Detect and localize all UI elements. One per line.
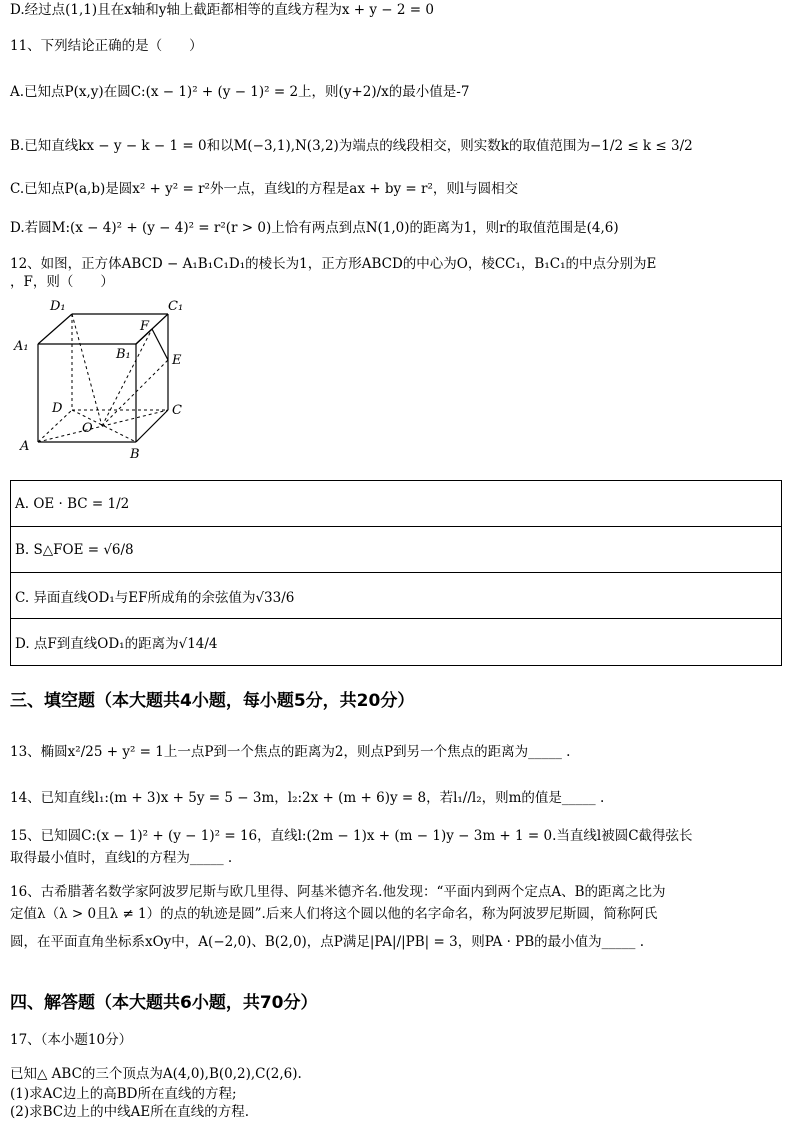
q11-option-a: A.已知点P(x,y)在圆C:(x − 1)² + (y − 1)² = 2上，则(y+2)/x的最小值是-7 (10, 84, 470, 100)
q12-option-d: D. 点F到直线OD₁的距离为√14/4 (15, 636, 218, 652)
label-e: E (172, 353, 182, 368)
q11-option-c: C.已知点P(a,b)是圆x² + y² = r²外一点，直线l的方程是ax + by = r²，则l与圆相交 (10, 181, 519, 197)
label-c1: C₁ (168, 299, 184, 314)
q15-line1: 15、已知圆C:(x − 1)² + (y − 1)² = 16，直线l:(2m − 1)x + (m − 1)y − 3m + 1 = 0.当直线l被圆C截得弦长 (10, 828, 693, 844)
q16-line1: 16、古希腊著名数学家阿波罗尼斯与欧几里得、阿基米德齐名.他发现：“平面内到两个定点A、B的距离之比为 (10, 884, 666, 900)
q13: 13、椭圆x²/25 + y² = 1上一点P到一个焦点的距离为2，则点P到另一个焦点的距离为_____ . (10, 744, 571, 760)
q16-line2: 定值λ（λ > 0且λ ≠ 1）的点的轨迹是圆”.后来人们将这个圆以他的名字命名，称为阿波罗尼斯圆，简称阿氏 (10, 906, 658, 922)
section-fill-in-title: 三、填空题（本大题共4小题，每小题5分，共20分） (10, 691, 415, 711)
label-a1: A₁ (14, 339, 29, 354)
label-a: A (20, 439, 30, 454)
q10-option-d: D.经过点(1,1)且在x轴和y轴上截距都相等的直线方程为x + y − 2 = 0 (10, 2, 434, 18)
q12-options-table (10, 480, 782, 666)
label-d: D (52, 401, 63, 416)
q17-line3: (2)求BC边上的中线AE所在直线的方程. (10, 1104, 250, 1120)
q16-line3: 圆，在平面直角坐标系xOy中，A(−2,0)、B(2,0)，点P满足|PA|/|PB| = 3，则PA · PB的最小值为_____ . (10, 934, 645, 950)
label-d1: D₁ (50, 299, 66, 314)
q17-line1: 已知△ ABC的三个顶点为A(4,0),B(0,2),C(2,6). (10, 1066, 302, 1082)
q12-option-a: A. OE · BC = 1/2 (11, 481, 781, 527)
section-answer-title: 四、解答题（本大题共6小题，共70分） (10, 993, 318, 1013)
q12-option-c: C. 异面直线OD₁与EF所成角的余弦值为√33/6 (11, 573, 781, 619)
label-o: O (82, 421, 93, 436)
q12-option-b: B. S△FOE = √6/8 (11, 527, 781, 573)
q12-stem-line1: 12、如图，正方体ABCD − A₁B₁C₁D₁的棱长为1，正方形ABCD的中心为O，棱CC₁，B₁C₁的中点分别为E (10, 256, 657, 272)
q12-stem-line2: ，F，则（ ） (10, 274, 114, 290)
label-c: C (172, 403, 182, 418)
q17-line2: (1)求AC边上的高BD所在直线的方程; (10, 1086, 237, 1102)
q11-stem: 11、下列结论正确的是（ ） (10, 38, 203, 54)
cube-figure (10, 292, 190, 462)
q11-option-d: D.若圆M:(x − 4)² + (y − 4)² = r²(r > 0)上恰有两点到点N(1,0)的距离为1，则r的取值范围是(4,6) (10, 220, 619, 236)
q14: 14、已知直线l₁:(m + 3)x + 5y = 5 − 3m，l₂:2x + (m + 6)y = 8，若l₁//l₂，则m的值是_____ . (10, 790, 605, 806)
q17-head: 17、（本小题10分） (10, 1032, 133, 1048)
q11-option-b: B.已知直线kx − y − k − 1 = 0和以M(−3,1),N(3,2)为端点的线段相交，则实数k的取值范围为−1/2 ≤ k ≤ 3/2 (10, 138, 693, 154)
label-b1: B₁ (116, 347, 131, 362)
label-b: B (130, 447, 140, 462)
label-f: F (140, 319, 150, 334)
q15-line2: 取得最小值时，直线l的方程为_____ . (10, 850, 233, 866)
